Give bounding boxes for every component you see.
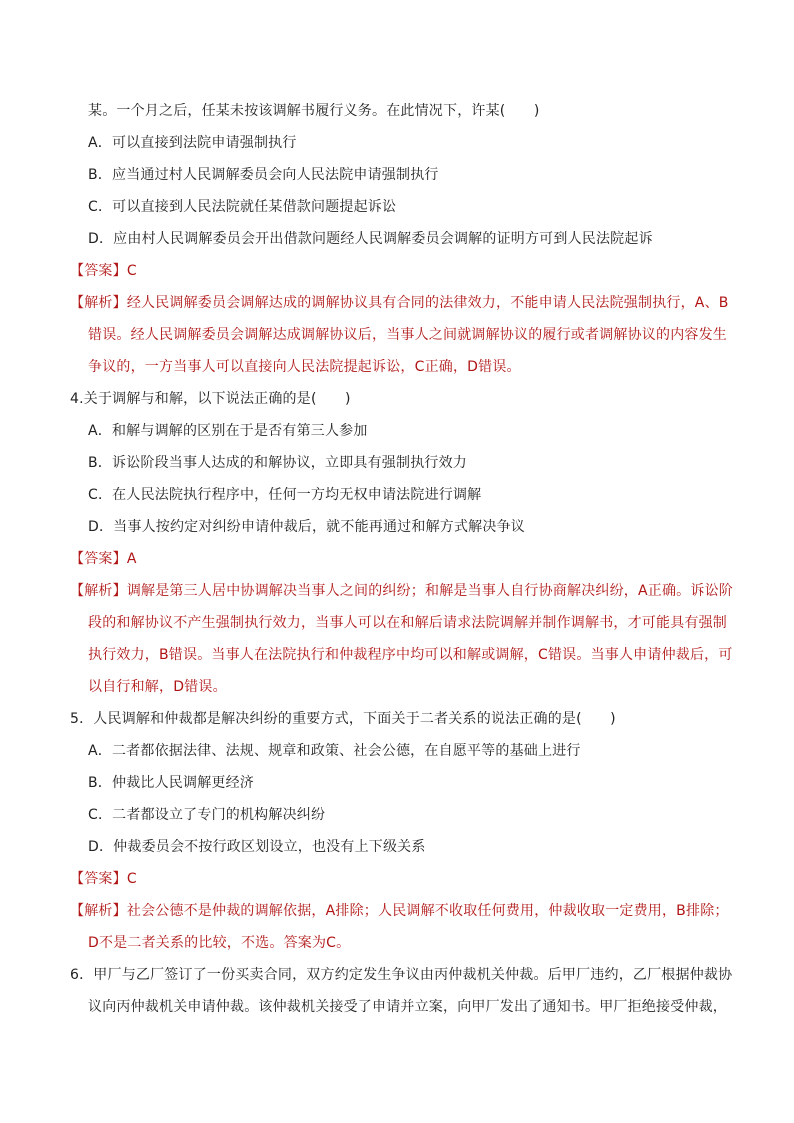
question-4-option-a: A．和解与调解的区别在于是否有第三人参加	[88, 423, 368, 439]
question-4-option-b: B．诉讼阶段当事人达成的和解协议，立即具有强制执行效力	[88, 455, 468, 471]
analysis-text: 调解是第三人居中协调解决当事人之间的纠纷；和解是当事人自行协商解决纠纷，A正确。诉讼阶	[126, 583, 733, 599]
question-4-option-c: C．在人民法院执行程序中，任何一方均无权申请法院进行调解	[88, 487, 482, 503]
question-3-analysis-line-1	[70, 293, 729, 313]
answer-tag: 【答案】	[70, 263, 127, 279]
question-4-analysis-line-2: 段的和解协议不产生强制执行效力，当事人可以在和解后请求法院调解并制作调解书，才可能具有强制	[88, 615, 727, 631]
question-5-answer	[70, 869, 137, 889]
question-6-stem-line-1: 6．甲厂与乙厂签订了一份买卖合同，双方约定发生争议由丙仲裁机关仲裁。后甲厂违约，乙厂根据仲裁协	[70, 967, 733, 983]
answer-tag: 【答案】	[70, 551, 127, 567]
question-4-analysis-line-3: 执行效力，B错误。当事人在法院执行和仲裁程序中均可以和解或调解，C错误。当事人申请仲裁后，可	[88, 647, 733, 663]
question-4-answer	[70, 549, 137, 569]
answer-value: C	[126, 263, 137, 279]
analysis-tag: 【解析】	[70, 295, 127, 311]
question-4-analysis-line-1	[70, 581, 733, 601]
analysis-text: 社会公德不是仲裁的调解依据，A排除；人民调解不收取任何费用，仲裁收取一定费用，B排除；	[126, 903, 729, 919]
question-5-option-a: A．二者都依据法律、法规、规章和政策、社会公德，在自愿平等的基础上进行	[88, 743, 581, 759]
question-3-option-c: C．可以直接到人民法院就任某借款问题提起诉讼	[88, 199, 397, 215]
question-3-answer	[70, 261, 137, 281]
analysis-tag: 【解析】	[70, 583, 127, 599]
question-3-stem-tail: 某。一个月之后，任某未按该调解书履行义务。在此情况下，许某( )	[88, 103, 540, 119]
question-4-analysis-line-4: 以自行和解，D错误。	[88, 679, 227, 695]
question-5-option-d: D．仲裁委员会不按行政区划设立，也没有上下级关系	[88, 839, 426, 855]
question-3-option-d: D．应由村人民调解委员会开出借款问题经人民调解委员会调解的证明方可到人民法院起诉	[88, 231, 653, 247]
answer-value: C	[126, 871, 137, 887]
answer-tag: 【答案】	[70, 871, 127, 887]
question-3-option-a: A．可以直接到法院申请强制执行	[88, 135, 297, 151]
analysis-text: 经人民调解委员会调解达成的调解协议具有合同的法律效力，不能申请人民法院强制执行，A、B	[126, 295, 729, 311]
question-3-analysis-line-2: 错误。经人民调解委员会调解达成调解协议后，当事人之间就调解协议的履行或者调解协议的内容发生	[88, 327, 727, 343]
answer-value: A	[126, 551, 137, 567]
question-3-option-b: B．应当通过村人民调解委员会向人民法院申请强制执行	[88, 167, 439, 183]
question-5-stem: 5．人民调解和仲裁都是解决纠纷的重要方式，下面关于二者关系的说法正确的是( )	[70, 711, 616, 727]
question-6-stem-line-2: 议向丙仲裁机关申请仲裁。该仲裁机关接受了申请并立案，向甲厂发出了通知书。甲厂拒绝接受仲裁，	[88, 999, 727, 1015]
analysis-tag: 【解析】	[70, 903, 127, 919]
question-4-option-d: D．当事人按约定对纠纷申请仲裁后，就不能再通过和解方式解决争议	[88, 519, 525, 535]
question-5-option-b: B．仲裁比人民调解更经济	[88, 775, 255, 791]
question-5-analysis-line-2: D不是二者关系的比较，不选。答案为C。	[88, 935, 351, 951]
question-4-stem: 4.关于调解与和解，以下说法正确的是( )	[70, 391, 351, 407]
question-5-option-c: C．二者都设立了专门的机构解决纠纷	[88, 807, 326, 823]
question-5-analysis-line-1	[70, 901, 729, 921]
question-3-analysis-line-3: 争议的，一方当事人可以直接向人民法院提起诉讼，C正确，D错误。	[88, 359, 521, 375]
